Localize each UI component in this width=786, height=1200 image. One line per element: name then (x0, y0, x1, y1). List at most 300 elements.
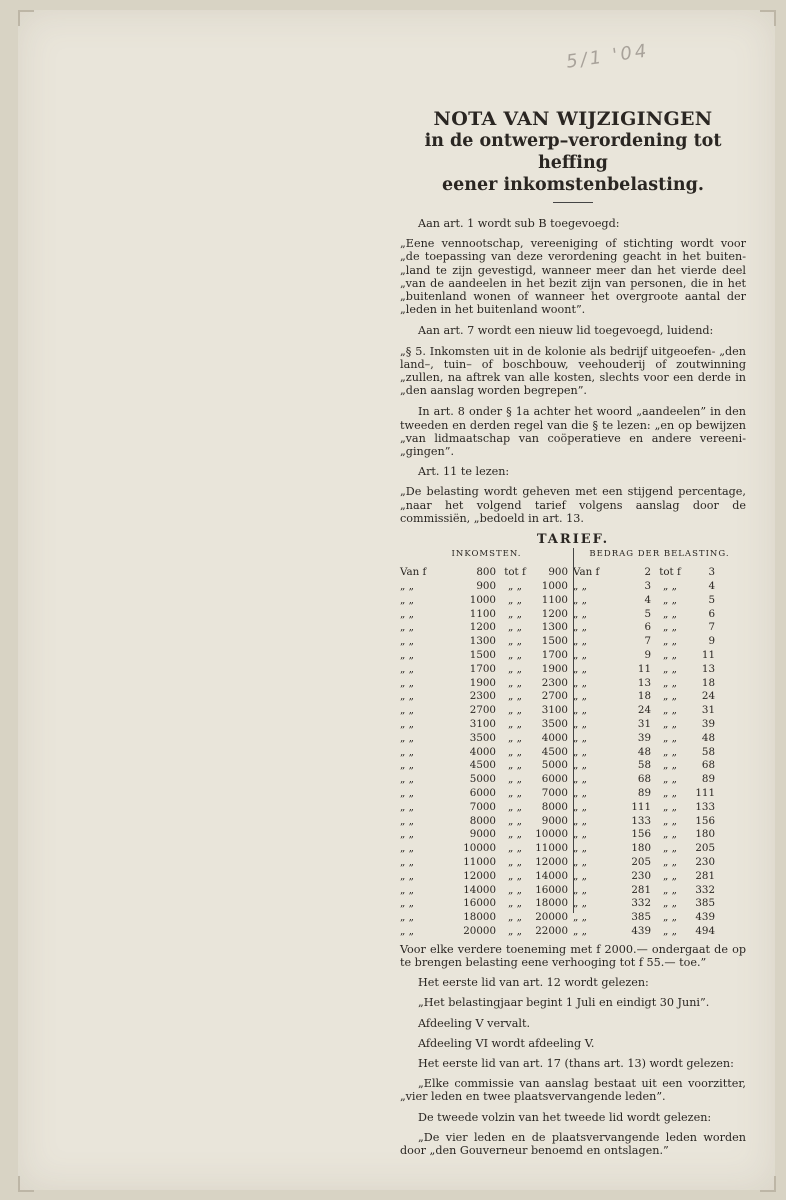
tarief-cell: „ „ (573, 635, 587, 648)
tarief-cell: 89 (637, 787, 651, 800)
quote: „De belasting wordt geheven met een stijgend percentage, „naar het volgend tarief volgens aanslag door de commissiën, „bedoeld in art. 13. (400, 485, 746, 525)
tarief-cell: 3100 (469, 718, 496, 731)
paragraph: Aan art. 1 wordt sub B toegevoegd: (418, 217, 620, 230)
tarief-cell: 900 (476, 580, 496, 593)
tarief-cell: 48 (637, 745, 651, 758)
tarief-cell: 20000 (463, 924, 496, 937)
tarief-cell: „ „ (508, 814, 522, 827)
tarief-row (573, 884, 746, 898)
tarief-cell: „ „ (508, 856, 522, 868)
tarief-cell: „ „ (573, 745, 587, 758)
tarief-cell: 1700 (469, 662, 496, 675)
tarief-cell: 18000 (463, 911, 496, 924)
tarief-row (400, 677, 573, 691)
tarief-cell: „ „ (400, 842, 414, 855)
tarief-cell: „ „ (573, 593, 587, 606)
tarief-cell: 10000 (535, 828, 568, 841)
tarief-cell: „ „ (400, 690, 414, 703)
tarief-cell: 156 (631, 828, 651, 841)
tarief-cell: „ „ (400, 593, 414, 606)
tarief-cell: tot f (504, 566, 526, 579)
tarief-cell: 22000 (535, 924, 568, 937)
quote: „De vier leden en de plaatsvervangende leden worden door „den Gouverneur benoemd en ontslagen.” (400, 1130, 746, 1158)
tarief-cell: 439 (631, 924, 651, 937)
belasting-column (573, 548, 746, 939)
tarief-title: TARIEF. (536, 532, 610, 548)
tarief-cell: „ „ (508, 593, 522, 606)
tarief-row (573, 663, 746, 677)
tarief-cell: 156 (695, 814, 715, 827)
tarief-row (573, 801, 746, 815)
tarief-cell: 1500 (541, 635, 568, 648)
tarief-cell: 281 (695, 869, 715, 882)
tarief-row (573, 649, 746, 663)
tarief-cell: „ „ (400, 911, 414, 924)
tarief-cell: 180 (695, 828, 715, 841)
tarief-cell: 3 (644, 580, 651, 593)
tarief-row (400, 870, 573, 884)
tarief-cell: „ „ (663, 773, 677, 786)
tarief-cell: 2 (644, 566, 651, 579)
tarief-cell: 9 (708, 635, 715, 648)
tarief-cell: „ „ (508, 731, 522, 744)
tarief-cell: 1700 (541, 649, 568, 662)
tarief-cell: „ „ (663, 828, 677, 841)
tarief-cell: „ „ (400, 704, 414, 717)
tarief-cell: 11 (637, 662, 651, 675)
tarief-cell: „ „ (400, 580, 414, 593)
tarief-row (400, 608, 573, 622)
tarief-cell: „ „ (663, 856, 677, 868)
tarief-cell: „ „ (400, 828, 414, 841)
tarief-row (573, 566, 746, 580)
tarief-row (400, 773, 573, 787)
tarief-cell: 133 (695, 800, 715, 813)
tarief-row (573, 621, 746, 635)
tarief-cell: 230 (695, 856, 715, 868)
tarief-cell: „ „ (400, 883, 414, 896)
tarief-cell: „ „ (508, 649, 522, 662)
tarief-cell: 48 (701, 731, 715, 744)
tarief-cell: 6 (708, 607, 715, 620)
inkomsten-column (400, 548, 573, 939)
tarief-row (400, 746, 573, 760)
tarief-cell: „ „ (400, 731, 414, 744)
tarief-cell: 13 (701, 662, 715, 675)
tarief-row (573, 842, 746, 856)
tarief-cell: 6000 (469, 787, 496, 800)
tarief-cell: „ „ (573, 662, 587, 675)
tarief-cell: 14000 (535, 869, 568, 882)
tarief-cell: „ „ (508, 704, 522, 717)
paragraph: Het eerste lid van art. 12 wordt gelezen: (418, 976, 649, 990)
tarief-cell: 900 (548, 566, 568, 579)
tarief-cell: 5 (708, 593, 715, 606)
tarief-cell: „ „ (663, 718, 677, 731)
tarief-row (400, 925, 573, 939)
tarief-row (400, 649, 573, 663)
tarief-cell: „ „ (400, 662, 414, 675)
tarief-cell: 9000 (541, 814, 568, 827)
tarief-cell: 1100 (469, 607, 496, 620)
tarief-cell: „ „ (663, 883, 677, 896)
tarief-row (400, 897, 573, 911)
tarief-cell: 1000 (469, 593, 496, 606)
tarief-cell: „ „ (663, 759, 677, 772)
tarief-cell: „ „ (573, 731, 587, 744)
tarief-row (400, 815, 573, 829)
tarief-cell: „ „ (508, 828, 522, 841)
tarief-cell: „ „ (573, 814, 587, 827)
tarief-row (573, 856, 746, 870)
tarief-cell: 2300 (469, 690, 496, 703)
tarief-row (573, 773, 746, 787)
quote: „§ 5. Inkomsten uit in de kolonie als bedrijf uitgeoefen- „den land–, tuin– of boschbouw, veehouderij of zoutwinning „zullen, na aftrek van alle kosten, slechts voor een derde in „den aanslag worden begrepen”. (400, 344, 746, 398)
tarief-cell: „ „ (573, 718, 587, 731)
tarief-cell: „ „ (663, 924, 677, 937)
tarief-cell: 385 (631, 911, 651, 924)
quote: „Elke commissie van aanslag bestaat uit een voorzitter, „vier leden en twee plaatsvervangende leden”. (400, 1077, 746, 1104)
tarief-row (573, 870, 746, 884)
tarief-cell: „ „ (508, 773, 522, 786)
tarief-cell: „ „ (573, 883, 587, 896)
tarief-table (400, 548, 746, 939)
tarief-cell: 2300 (541, 676, 568, 689)
tarief-cell: 6000 (541, 773, 568, 786)
tarief-cell: „ „ (508, 676, 522, 689)
tarief-cell: „ „ (508, 911, 522, 924)
tarief-cell: „ „ (573, 924, 587, 937)
tarief-cell: „ „ (400, 856, 414, 868)
tarief-cell: Van f (400, 566, 427, 579)
tarief-cell: „ „ (400, 869, 414, 882)
tarief-row (400, 828, 573, 842)
tarief-cell: 3100 (541, 704, 568, 717)
tarief-cell: 18000 (535, 897, 568, 910)
title-rule (553, 202, 593, 203)
tarief-cell: 16000 (463, 897, 496, 910)
tarief-cell: Van f (573, 566, 600, 579)
tarief-cell: 24 (637, 704, 651, 717)
belasting-header: BEDRAG DER BELASTING. (589, 549, 730, 560)
tarief-cell: „ „ (663, 842, 677, 855)
paragraph: Het eerste lid van art. 17 (thans art. 13) wordt gelezen: (418, 1057, 734, 1070)
tarief-cell: „ „ (573, 759, 587, 772)
title-line-1: NOTA VAN WIJZIGINGEN (433, 108, 713, 130)
tarief-cell: „ „ (400, 607, 414, 620)
tarief-cell: tot f (659, 566, 681, 579)
tarief-row (400, 621, 573, 635)
title-line-2: in de ontwerp–verordening tot heffing (424, 131, 722, 173)
tarief-row (573, 608, 746, 622)
tarief-cell: 58 (701, 745, 715, 758)
tarief-cell: „ „ (573, 676, 587, 689)
tarief-row (573, 580, 746, 594)
tarief-row (573, 759, 746, 773)
tarief-cell: „ „ (508, 690, 522, 703)
tarief-cell: 2700 (469, 704, 496, 717)
tarief-cell: 2700 (541, 690, 568, 703)
tarief-row (400, 801, 573, 815)
paragraph: De tweede volzin van het tweede lid wordt gelezen: (418, 1110, 712, 1124)
tarief-cell: 111 (695, 787, 715, 800)
tarief-cell: 1900 (541, 662, 568, 675)
tarief-row (573, 828, 746, 842)
tarief-cell: 12000 (535, 856, 568, 868)
tarief-row (573, 787, 746, 801)
tarief-cell: 18 (701, 676, 715, 689)
quote: „Het belastingjaar begint 1 Juli en eindigt 30 Juni”. (418, 996, 710, 1010)
paragraph: In art. 8 onder § 1a achter het woord „aandeelen” in den tweeden en derden regel van die § te lezen: „en op bewijzen „van lidmaatschap van coöperatieve en andere vereeni- „gingen”. (400, 405, 746, 459)
tarief-cell: „ „ (573, 704, 587, 717)
tarief-cell: 1300 (541, 621, 568, 634)
title-line-3: eener inkomstenbelasting. (442, 175, 704, 195)
tarief-cell: 11 (701, 649, 715, 662)
paragraph: Aan art. 7 wordt een nieuw lid toegevoegd, luidend: (418, 324, 714, 338)
tarief-cell: 205 (695, 842, 715, 855)
corner-mark (18, 1176, 34, 1192)
tarief-cell: 14000 (463, 883, 496, 896)
paragraph: Voor elke verdere toeneming met f 2000.— ondergaat de op te brengen belasting eene verhooging tot f 55.— toe.” (400, 942, 746, 969)
tarief-row (400, 718, 573, 732)
tarief-cell: 1100 (541, 593, 568, 606)
tarief-cell: 11000 (535, 842, 568, 855)
tarief-row (573, 677, 746, 691)
tarief-row (400, 594, 573, 608)
tarief-cell: 11000 (463, 856, 496, 868)
tarief-cell: „ „ (573, 897, 587, 910)
tarief-row (400, 787, 573, 801)
paragraph: Afdeeling VI wordt afdeeling V. (418, 1036, 595, 1050)
tarief-cell: „ „ (508, 869, 522, 882)
tarief-cell: „ „ (400, 649, 414, 662)
tarief-cell: 111 (631, 800, 651, 813)
tarief-cell: „ „ (663, 690, 677, 703)
tarief-cell: 9000 (469, 828, 496, 841)
tarief-row (400, 842, 573, 856)
tarief-cell: „ „ (663, 593, 677, 606)
tarief-cell: „ „ (400, 676, 414, 689)
tarief-cell: 4500 (469, 759, 496, 772)
tarief-cell: „ „ (508, 897, 522, 910)
tarief-cell: „ „ (508, 621, 522, 634)
tarief-cell: „ „ (400, 787, 414, 800)
tarief-cell: 7000 (541, 787, 568, 800)
tarief-row (573, 732, 746, 746)
tarief-cell: „ „ (400, 621, 414, 634)
tarief-row (573, 815, 746, 829)
tarief-cell: „ „ (508, 607, 522, 620)
tarief-cell: 58 (637, 759, 651, 772)
tarief-cell: 4000 (469, 745, 496, 758)
tarief-row (573, 635, 746, 649)
tarief-cell: 8000 (469, 814, 496, 827)
tarief-cell: „ „ (400, 718, 414, 731)
tarief-row (400, 635, 573, 649)
tarief-cell: 31 (701, 704, 715, 717)
tarief-cell: „ „ (508, 580, 522, 593)
tarief-cell: „ „ (573, 856, 587, 868)
inkomsten-header: INKOMSTEN. (451, 549, 522, 560)
tarief-row (400, 704, 573, 718)
tarief-cell: 1200 (541, 607, 568, 620)
tarief-cell: „ „ (663, 621, 677, 634)
tarief-cell: 332 (631, 897, 651, 910)
tarief-cell: 230 (631, 869, 651, 882)
tarief-cell: „ „ (573, 607, 587, 620)
tarief-row (573, 690, 746, 704)
tarief-cell: 1900 (469, 676, 496, 689)
tarief-cell: „ „ (663, 635, 677, 648)
tarief-cell: „ „ (663, 745, 677, 758)
tarief-cell: 20000 (535, 911, 568, 924)
tarief-cell: „ „ (573, 800, 587, 813)
tarief-cell: „ „ (508, 924, 522, 937)
tarief-cell: 133 (631, 814, 651, 827)
tarief-row (573, 704, 746, 718)
tarief-cell: „ „ (573, 842, 587, 855)
tarief-cell: 89 (701, 773, 715, 786)
tarief-cell: 9 (644, 649, 651, 662)
tarief-row (573, 925, 746, 939)
tarief-cell: 39 (701, 718, 715, 731)
tarief-cell: „ „ (663, 787, 677, 800)
tarief-cell: „ „ (663, 704, 677, 717)
tarief-cell: „ „ (508, 787, 522, 800)
tarief-cell: 5000 (469, 773, 496, 786)
tarief-row (573, 897, 746, 911)
tarief-row (573, 911, 746, 925)
tarief-cell: 13 (637, 676, 651, 689)
tarief-cell: 5000 (541, 759, 568, 772)
tarief-cell: „ „ (400, 800, 414, 813)
tarief-row (573, 594, 746, 608)
tarief-row (400, 663, 573, 677)
tarief-cell: 5 (644, 607, 651, 620)
corner-mark (760, 10, 776, 26)
tarief-cell: 7000 (469, 800, 496, 813)
tarief-cell: „ „ (573, 828, 587, 841)
tarief-cell: 1200 (469, 621, 496, 634)
tarief-cell: 205 (631, 856, 651, 868)
tarief-cell: „ „ (663, 731, 677, 744)
tarief-cell: „ „ (573, 690, 587, 703)
tarief-cell: „ „ (663, 607, 677, 620)
tarief-cell: 3500 (541, 718, 568, 731)
tarief-cell: 4 (708, 580, 715, 593)
tarief-row (400, 884, 573, 898)
tarief-cell: „ „ (663, 897, 677, 910)
tarief-cell: 12000 (463, 869, 496, 882)
quote: „Eene vennootschap, vereeniging of stichting wordt voor „de toepassing van deze verordening geacht in het buiten- „land te zijn gevestigd, wanneer meer dan het vierde deel „van de aandeelen in het bezit zijn van personen, die in het „buitenland wonen of wanneer het overgroote aantal der „leden in het buitenland woont”. (400, 237, 746, 317)
tarief-cell: „ „ (508, 800, 522, 813)
tarief-cell: „ „ (508, 635, 522, 648)
tarief-cell: 4000 (541, 731, 568, 744)
tarief-row (400, 856, 573, 870)
tarief-cell: „ „ (400, 924, 414, 937)
tarief-cell: „ „ (663, 814, 677, 827)
tarief-cell: 4 (644, 593, 651, 606)
tarief-cell: 385 (695, 897, 715, 910)
tarief-cell: „ „ (400, 759, 414, 772)
tarief-row (400, 690, 573, 704)
tarief-cell: „ „ (663, 869, 677, 882)
paragraph: Art. 11 te lezen: (418, 465, 510, 479)
tarief-cell: „ „ (573, 787, 587, 800)
tarief-cell: „ „ (573, 773, 587, 786)
tarief-cell: „ „ (508, 759, 522, 772)
tarief-cell: „ „ (573, 649, 587, 662)
tarief-cell: 68 (701, 759, 715, 772)
tarief-cell: „ „ (400, 745, 414, 758)
paragraph: Afdeeling V vervalt. (418, 1016, 531, 1030)
tarief-cell: 800 (476, 566, 496, 579)
tarief-cell: 7 (644, 635, 651, 648)
tarief-cell: „ „ (573, 911, 587, 924)
tarief-cell: 3 (708, 566, 715, 579)
tarief-cell: „ „ (400, 814, 414, 827)
tarief-cell: „ „ (663, 676, 677, 689)
tarief-cell: 8000 (541, 800, 568, 813)
tarief-cell: 1300 (469, 635, 496, 648)
tarief-cell: „ „ (400, 897, 414, 910)
tarief-cell: „ „ (508, 883, 522, 896)
tarief-cell: „ „ (573, 869, 587, 882)
tarief-row (400, 911, 573, 925)
tarief-cell: „ „ (573, 621, 587, 634)
tarief-cell: „ „ (663, 800, 677, 813)
tarief-row (400, 759, 573, 773)
corner-mark (18, 10, 34, 26)
tarief-cell: „ „ (508, 745, 522, 758)
tarief-cell: „ „ (400, 773, 414, 786)
tarief-cell: „ „ (508, 662, 522, 675)
tarief-cell: 494 (695, 924, 715, 937)
tarief-cell: 7 (708, 621, 715, 634)
tarief-cell: 332 (695, 883, 715, 896)
document-body (400, 108, 746, 1164)
tarief-row (400, 732, 573, 746)
tarief-cell: 3500 (469, 731, 496, 744)
tarief-cell: „ „ (663, 662, 677, 675)
tarief-cell: 1000 (541, 580, 568, 593)
tarief-cell: 4500 (541, 745, 568, 758)
tarief-cell: 281 (631, 883, 651, 896)
column-divider (573, 548, 574, 913)
tarief-cell: 68 (637, 773, 651, 786)
tarief-cell: 180 (631, 842, 651, 855)
tarief-cell: 10000 (463, 842, 496, 855)
tarief-row (400, 580, 573, 594)
tarief-cell: 16000 (535, 883, 568, 896)
tarief-cell: 31 (637, 718, 651, 731)
tarief-cell: 439 (695, 911, 715, 924)
tarief-cell: 18 (637, 690, 651, 703)
tarief-cell: „ „ (663, 911, 677, 924)
tarief-cell: „ „ (573, 580, 587, 593)
tarief-cell: „ „ (400, 635, 414, 648)
tarief-row (400, 566, 573, 580)
tarief-cell: 39 (637, 731, 651, 744)
corner-mark (760, 1176, 776, 1192)
tarief-cell: 6 (644, 621, 651, 634)
tarief-cell: 24 (701, 690, 715, 703)
tarief-cell: „ „ (663, 580, 677, 593)
tarief-cell: 1500 (469, 649, 496, 662)
tarief-cell: „ „ (508, 718, 522, 731)
tarief-cell: „ „ (663, 649, 677, 662)
tarief-row (573, 746, 746, 760)
